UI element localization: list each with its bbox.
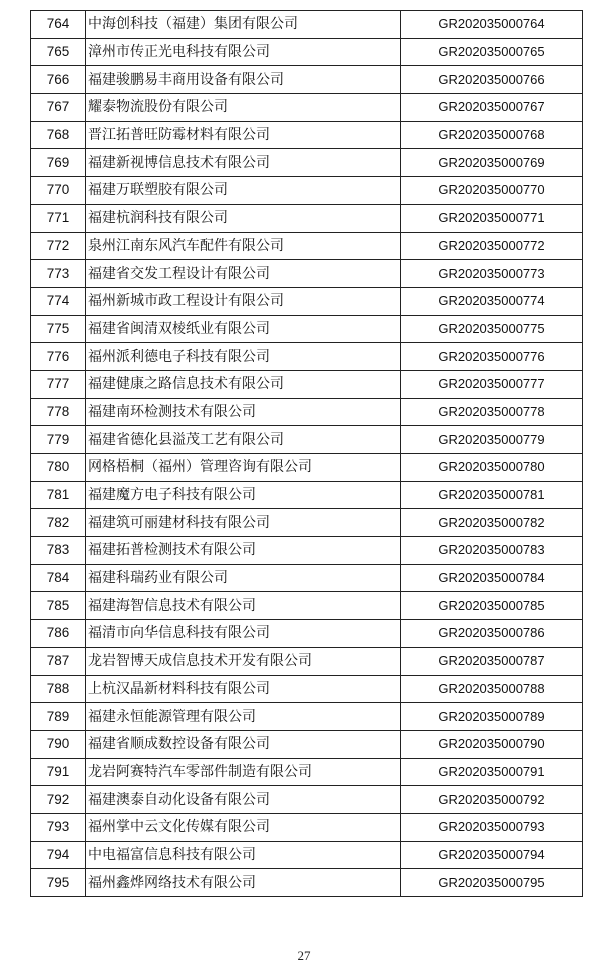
company-name: 福建新视博信息技术有限公司 bbox=[86, 149, 401, 177]
row-number: 767 bbox=[31, 94, 86, 122]
table-row bbox=[31, 94, 583, 122]
table-row bbox=[31, 841, 583, 869]
company-name: 福建省交发工程设计有限公司 bbox=[86, 260, 401, 288]
certificate-number: GR202035000775 bbox=[401, 315, 583, 343]
table-row bbox=[31, 813, 583, 841]
row-number: 773 bbox=[31, 260, 86, 288]
table-row bbox=[31, 398, 583, 426]
row-number: 787 bbox=[31, 647, 86, 675]
company-name: 福建澳泰自动化设备有限公司 bbox=[86, 786, 401, 814]
certificate-number: GR202035000772 bbox=[401, 232, 583, 260]
row-number: 783 bbox=[31, 537, 86, 565]
row-number: 781 bbox=[31, 481, 86, 509]
certificate-number: GR202035000777 bbox=[401, 370, 583, 398]
row-number: 792 bbox=[31, 786, 86, 814]
table-row bbox=[31, 620, 583, 648]
table-row bbox=[31, 11, 583, 39]
table-row bbox=[31, 121, 583, 149]
row-number: 788 bbox=[31, 675, 86, 703]
row-number: 777 bbox=[31, 370, 86, 398]
company-name: 福州新城市政工程设计有限公司 bbox=[86, 287, 401, 315]
certificate-number: GR202035000773 bbox=[401, 260, 583, 288]
table-row bbox=[31, 647, 583, 675]
certificate-number: GR202035000783 bbox=[401, 537, 583, 565]
row-number: 774 bbox=[31, 287, 86, 315]
table-row bbox=[31, 454, 583, 482]
table-row bbox=[31, 509, 583, 537]
table-row bbox=[31, 38, 583, 66]
certificate-number: GR202035000782 bbox=[401, 509, 583, 537]
certificate-number: GR202035000795 bbox=[401, 869, 583, 897]
row-number: 768 bbox=[31, 121, 86, 149]
row-number: 795 bbox=[31, 869, 86, 897]
company-name: 福州鑫烨网络技术有限公司 bbox=[86, 869, 401, 897]
table-row bbox=[31, 786, 583, 814]
table-row bbox=[31, 66, 583, 94]
table-row bbox=[31, 204, 583, 232]
row-number: 766 bbox=[31, 66, 86, 94]
certificate-number: GR202035000770 bbox=[401, 177, 583, 205]
certificate-number: GR202035000784 bbox=[401, 564, 583, 592]
company-name: 龙岩智博天成信息技术开发有限公司 bbox=[86, 647, 401, 675]
row-number: 770 bbox=[31, 177, 86, 205]
table-row bbox=[31, 370, 583, 398]
page-number: 27 bbox=[297, 948, 311, 963]
row-number: 772 bbox=[31, 232, 86, 260]
row-number: 776 bbox=[31, 343, 86, 371]
company-name: 中海创科技（福建）集团有限公司 bbox=[86, 11, 401, 39]
row-number: 791 bbox=[31, 758, 86, 786]
certificate-number: GR202035000780 bbox=[401, 454, 583, 482]
certificate-number: GR202035000764 bbox=[401, 11, 583, 39]
table-row bbox=[31, 703, 583, 731]
company-name: 福建筑可丽建材科技有限公司 bbox=[86, 509, 401, 537]
row-number: 790 bbox=[31, 730, 86, 758]
company-name: 福清市向华信息科技有限公司 bbox=[86, 620, 401, 648]
certificate-number: GR202035000774 bbox=[401, 287, 583, 315]
company-name: 福建魔方电子科技有限公司 bbox=[86, 481, 401, 509]
company-table-container bbox=[30, 10, 582, 897]
certificate-number: GR202035000767 bbox=[401, 94, 583, 122]
company-name: 福建骏鹏易丰商用设备有限公司 bbox=[86, 66, 401, 94]
company-name: 福建南环检测技术有限公司 bbox=[86, 398, 401, 426]
company-name: 福建杭润科技有限公司 bbox=[86, 204, 401, 232]
row-number: 785 bbox=[31, 592, 86, 620]
table-row bbox=[31, 758, 583, 786]
row-number: 779 bbox=[31, 426, 86, 454]
table-row bbox=[31, 343, 583, 371]
company-name: 福建健康之路信息技术有限公司 bbox=[86, 370, 401, 398]
company-name: 晋江拓普旺防霉材料有限公司 bbox=[86, 121, 401, 149]
company-name: 福建拓普检测技术有限公司 bbox=[86, 537, 401, 565]
table-row bbox=[31, 592, 583, 620]
company-name: 漳州市传正光电科技有限公司 bbox=[86, 38, 401, 66]
certificate-number: GR202035000792 bbox=[401, 786, 583, 814]
row-number: 780 bbox=[31, 454, 86, 482]
row-number: 775 bbox=[31, 315, 86, 343]
certificate-number: GR202035000768 bbox=[401, 121, 583, 149]
table-row bbox=[31, 426, 583, 454]
certificate-number: GR202035000789 bbox=[401, 703, 583, 731]
table-row bbox=[31, 564, 583, 592]
certificate-number: GR202035000786 bbox=[401, 620, 583, 648]
certificate-number: GR202035000787 bbox=[401, 647, 583, 675]
company-name: 网格梧桐（福州）管理咨询有限公司 bbox=[86, 454, 401, 482]
table-row bbox=[31, 869, 583, 897]
table-row bbox=[31, 232, 583, 260]
row-number: 794 bbox=[31, 841, 86, 869]
certificate-number: GR202035000794 bbox=[401, 841, 583, 869]
company-name: 耀泰物流股份有限公司 bbox=[86, 94, 401, 122]
company-name: 福州派利德电子科技有限公司 bbox=[86, 343, 401, 371]
certificate-number: GR202035000790 bbox=[401, 730, 583, 758]
row-number: 784 bbox=[31, 564, 86, 592]
company-name: 福建海智信息技术有限公司 bbox=[86, 592, 401, 620]
company-name: 福建万联塑胶有限公司 bbox=[86, 177, 401, 205]
certificate-number: GR202035000781 bbox=[401, 481, 583, 509]
table-body bbox=[31, 11, 583, 897]
certificate-number: GR202035000779 bbox=[401, 426, 583, 454]
row-number: 769 bbox=[31, 149, 86, 177]
row-number: 765 bbox=[31, 38, 86, 66]
company-name: 福建永恒能源管理有限公司 bbox=[86, 703, 401, 731]
company-name: 福州掌中云文化传媒有限公司 bbox=[86, 813, 401, 841]
table-row bbox=[31, 537, 583, 565]
certificate-number: GR202035000785 bbox=[401, 592, 583, 620]
table-row bbox=[31, 730, 583, 758]
certificate-number: GR202035000769 bbox=[401, 149, 583, 177]
certificate-number: GR202035000765 bbox=[401, 38, 583, 66]
company-name: 福建科瑞药业有限公司 bbox=[86, 564, 401, 592]
company-name: 龙岩阿赛特汽车零部件制造有限公司 bbox=[86, 758, 401, 786]
row-number: 782 bbox=[31, 509, 86, 537]
row-number: 789 bbox=[31, 703, 86, 731]
table-row bbox=[31, 675, 583, 703]
company-name: 福建省闽清双棱纸业有限公司 bbox=[86, 315, 401, 343]
table-row bbox=[31, 149, 583, 177]
table-row bbox=[31, 315, 583, 343]
certificate-number: GR202035000766 bbox=[401, 66, 583, 94]
company-list-table bbox=[30, 10, 583, 897]
certificate-number: GR202035000771 bbox=[401, 204, 583, 232]
table-row bbox=[31, 287, 583, 315]
company-name: 上杭汉晶新材料科技有限公司 bbox=[86, 675, 401, 703]
company-name: 福建省德化县溢茂工艺有限公司 bbox=[86, 426, 401, 454]
row-number: 793 bbox=[31, 813, 86, 841]
table-row bbox=[31, 177, 583, 205]
certificate-number: GR202035000776 bbox=[401, 343, 583, 371]
row-number: 778 bbox=[31, 398, 86, 426]
company-name: 中电福富信息科技有限公司 bbox=[86, 841, 401, 869]
certificate-number: GR202035000793 bbox=[401, 813, 583, 841]
table-row bbox=[31, 481, 583, 509]
table-row bbox=[31, 260, 583, 288]
row-number: 764 bbox=[31, 11, 86, 39]
certificate-number: GR202035000788 bbox=[401, 675, 583, 703]
certificate-number: GR202035000791 bbox=[401, 758, 583, 786]
row-number: 786 bbox=[31, 620, 86, 648]
row-number: 771 bbox=[31, 204, 86, 232]
certificate-number: GR202035000778 bbox=[401, 398, 583, 426]
company-name: 泉州江南东风汽车配件有限公司 bbox=[86, 232, 401, 260]
company-name: 福建省顺成数控设备有限公司 bbox=[86, 730, 401, 758]
